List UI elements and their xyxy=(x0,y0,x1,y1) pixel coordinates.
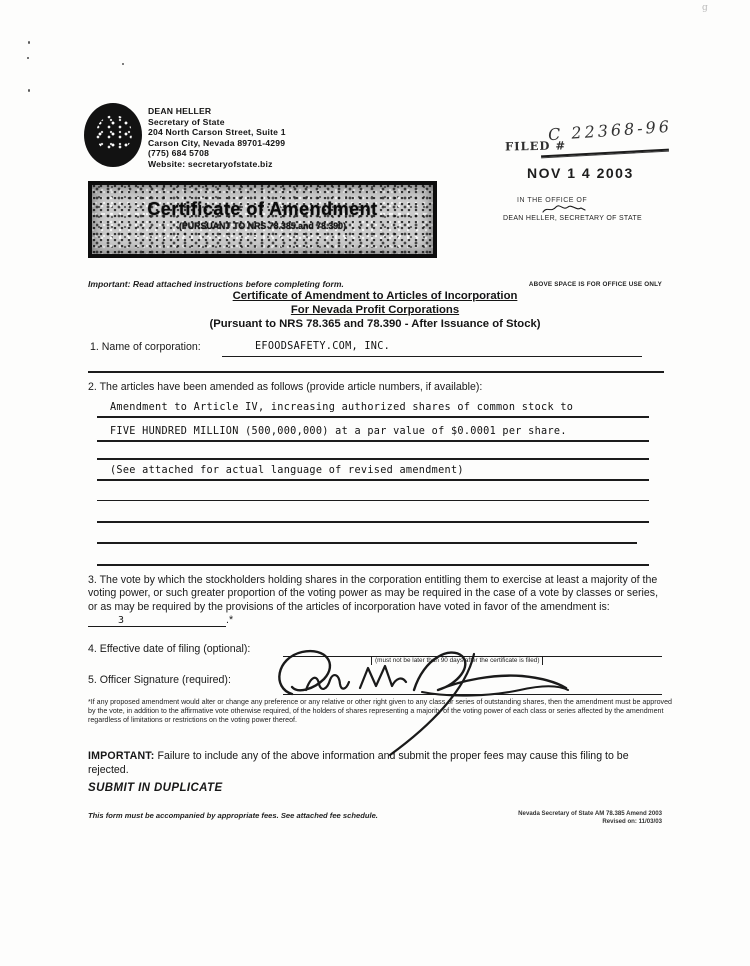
amendment-rule-2 xyxy=(97,440,649,442)
scan-speck xyxy=(28,89,30,92)
scan-speck xyxy=(122,63,124,65)
stamp-box-title: Certificate of Amendment xyxy=(147,199,378,219)
effective-date-note: (must not be later than 90 days after the certificate is filed) xyxy=(371,657,543,665)
stockholder-vote-paragraph xyxy=(88,574,670,628)
form-title-block xyxy=(88,290,662,330)
filed-date-stamp: NOV 1 4 2003 xyxy=(527,165,634,181)
agency-address-block xyxy=(148,106,286,170)
office-use-only-note: ABOVE SPACE IS FOR OFFICE USE ONLY xyxy=(528,281,662,288)
secretary-title: Secretary of State xyxy=(148,116,225,127)
asterisk-footnote: *If any proposed amendment would alter or change any preference or any relative or other right given to any class or series of outstanding shares, then the amendment must be approved by the vote, in addition to the affirmative vote otherwise required, of the holders of shares representing a majority of the voting power of each class or series affected by the amendment regardless of limitations or restrictions on the voting power thereof. xyxy=(88,698,672,725)
in-the-office-of-text: IN THE OFFICE OF xyxy=(517,197,588,204)
amendment-rule-1 xyxy=(97,416,649,418)
fees-note: This form must be accompanied by appropriate fees. See attached fee schedule. xyxy=(88,811,378,820)
amendment-typed-line1: Amendment to Article IV, increasing authorized shares of common stock to xyxy=(110,402,574,413)
form-title-line2: For Nevada Profit Corporations xyxy=(290,304,460,316)
form-title-line3: (Pursuant to NRS 78.365 and 78.390 - After Issuance of Stock) xyxy=(209,318,541,330)
secretary-of-state-stamp-name: DEAN HELLER, SECRETARY OF STATE xyxy=(503,215,642,222)
vote-value-blank: 3 xyxy=(88,615,226,627)
amendment-typed-line2: FIVE HUNDRED MILLION (500,000,000) at a par value of $0.0001 per share. xyxy=(110,426,567,437)
corporation-name-underline xyxy=(222,356,642,357)
scan-speck xyxy=(28,41,30,44)
agency-website: Website: secretaryofstate.biz xyxy=(148,158,273,169)
agency-phone: (775) 684 5708 xyxy=(148,148,210,159)
agency-address-line2: Carson City, Nevada 89701-4299 xyxy=(148,137,286,148)
field-label-corporation-name: 1. Name of corporation: xyxy=(90,341,201,353)
filed-number-stamp-label: FILED # xyxy=(504,138,567,154)
form-title-line1: Certificate of Amendment to Articles of Incorporation xyxy=(232,290,518,302)
section-divider-line xyxy=(88,371,664,373)
corporation-name-value: EFOODSAFETY.COM, INC. xyxy=(255,341,391,352)
scan-speck xyxy=(27,57,29,59)
vote-paragraph-text: 3. The vote by which the stockholders holding shares in the corporation entitling them to exercise at least a majority of the voting power, or such greater proportion of the voting power as may be required in the case of a vote by classes or series, or as may be required by the provisions of the articles of incorporation have voted in favor of the amendment is: xyxy=(88,574,659,613)
form-id-block xyxy=(478,810,662,825)
amendment-rule-5 xyxy=(97,500,649,501)
field-label-amendment-text: 2. The articles have been amended as follows (provide article numbers, if available): xyxy=(88,381,483,393)
amendment-typed-line3: (See attached for actual language of revised amendment) xyxy=(110,465,464,476)
submit-in-duplicate-note: SUBMIT IN DUPLICATE xyxy=(88,782,223,794)
field-label-effective-date: 4. Effective date of filing (optional): xyxy=(88,643,251,655)
seal-texture xyxy=(96,115,132,153)
secretary-name: DEAN HELLER xyxy=(148,106,212,116)
vote-paragraph-suffix: .* xyxy=(226,614,234,627)
read-instructions-note: Important: Read attached instructions before completing form. xyxy=(88,279,344,289)
certificate-stamp-box xyxy=(88,181,437,258)
stamp-box-subtitle: (PURSUANT TO NRS 78.385 and 78.390) xyxy=(178,221,347,231)
important-warning xyxy=(88,750,672,777)
field-label-officer-signature: 5. Officer Signature (required): xyxy=(88,674,231,686)
important-label: IMPORTANT: xyxy=(88,750,155,762)
amendment-rule-6 xyxy=(97,521,649,523)
important-text: Failure to include any of the above information and submit the proper fees may cause this filing to be rejected. xyxy=(88,750,629,776)
form-id-line1: Nevada Secretary of State AM 78.385 Amend 2003 xyxy=(518,810,662,817)
state-seal-image xyxy=(84,103,142,167)
form-id-line2: Revised on: 11/03/03 xyxy=(602,817,662,825)
amendment-rule-7 xyxy=(97,542,637,544)
amendment-rule-4 xyxy=(97,479,649,481)
faint-corner-mark: g xyxy=(702,3,708,13)
agency-address-line1: 204 North Carson Street, Suite 1 xyxy=(148,127,286,138)
amendment-rule-8 xyxy=(97,564,649,566)
filed-number-handwritten: C 22368-96 xyxy=(547,116,673,145)
amendment-rule-3 xyxy=(97,458,649,460)
